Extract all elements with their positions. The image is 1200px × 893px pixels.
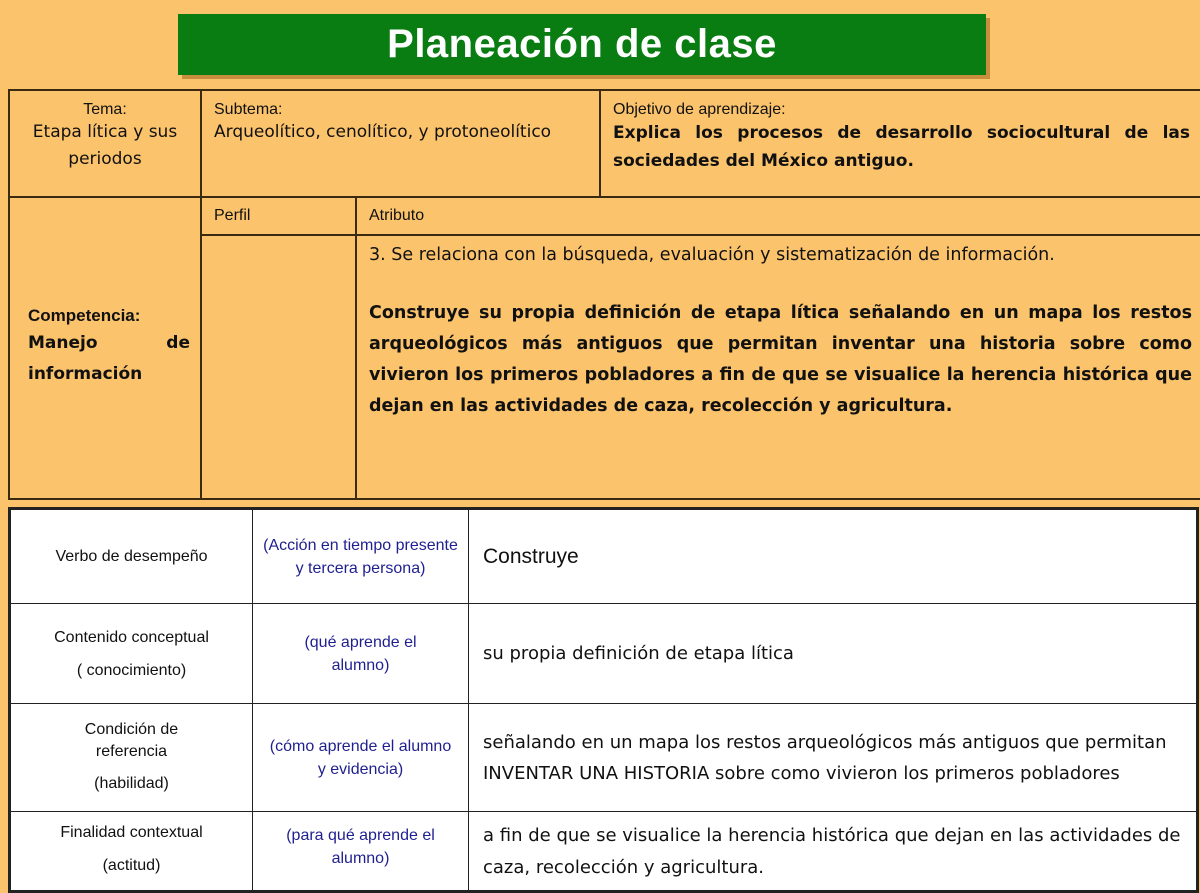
competencia-cell bbox=[9, 197, 201, 499]
objetivo-label: Objetivo de aprendizaje: bbox=[613, 101, 786, 118]
row-hint-verbo: (Acción en tiempo presente y tercera persona) bbox=[253, 509, 469, 604]
row-label-finalidad: Finalidad contextual (actitud) bbox=[10, 812, 253, 892]
row-hint-condicion: (cómo aprende el alumno y evidencia) bbox=[253, 704, 469, 812]
row-hint-contenido: (qué aprende el alumno) bbox=[253, 604, 469, 704]
learning-outcome-table bbox=[8, 507, 1199, 893]
table-row bbox=[10, 509, 1198, 604]
atributo-header-cell bbox=[356, 197, 1200, 235]
table-row bbox=[10, 604, 1198, 704]
atributo-line1: 3. Se relaciona con la búsqueda, evaluación y sistematización de información. bbox=[369, 245, 1055, 265]
row-label-condicion: Condición de referencia (habilidad) bbox=[10, 704, 253, 812]
title-banner bbox=[178, 14, 986, 75]
tema-cell bbox=[9, 90, 201, 197]
competencia-label: Competencia: bbox=[28, 306, 141, 325]
objetivo-value: Explica los procesos de desarrollo sociocultural de las sociedades del México antiguo. bbox=[613, 123, 1190, 171]
row-value-contenido: su propia definición de etapa lítica bbox=[469, 604, 1198, 704]
competencia-value: Manejo de información bbox=[28, 333, 190, 384]
tema-label: Tema: bbox=[83, 101, 127, 118]
row-label-contenido: Contenido conceptual ( conocimiento) bbox=[10, 604, 253, 704]
row-label-verbo: Verbo de desempeño bbox=[10, 509, 253, 604]
perfil-value-cell bbox=[201, 235, 356, 499]
tema-value: Etapa lítica y sus periodos bbox=[32, 122, 178, 169]
objetivo-cell bbox=[600, 90, 1200, 197]
perfil-header-cell bbox=[201, 197, 356, 235]
subtema-label: Subtema: bbox=[214, 101, 283, 118]
atributo-value-cell bbox=[356, 235, 1200, 499]
atributo-line2: Construye su propia definición de etapa lítica señalando en un mapa los restos arqueológicos más antiguos que permitan inventar una historia sobre como vivieron los primeros pobladores a fin de que se visualice la herencia histórica que dejan en las actividades de caza, recolección y agricultura. bbox=[369, 303, 1192, 416]
subtema-cell bbox=[201, 90, 600, 197]
row-value-verbo: Construye bbox=[469, 509, 1198, 604]
row-value-finalidad: a fin de que se visualice la herencia histórica que dejan en las actividades de caza, recolección y agricultura. bbox=[469, 812, 1198, 892]
planning-table bbox=[8, 89, 1200, 500]
row-hint-finalidad: (para qué aprende el alumno) bbox=[253, 812, 469, 892]
atributo-header: Atributo bbox=[369, 207, 425, 224]
table-row bbox=[10, 704, 1198, 812]
row-value-condicion: señalando en un mapa los restos arqueológicos más antiguos que permitan INVENTAR UNA HISTORIA sobre como vivieron los primeros pobladores bbox=[469, 704, 1198, 812]
subtema-value: Arqueolítico, cenolítico, y protoneolítico bbox=[214, 122, 552, 142]
perfil-header: Perfil bbox=[214, 207, 251, 224]
page-title: Planeación de clase bbox=[387, 22, 777, 66]
